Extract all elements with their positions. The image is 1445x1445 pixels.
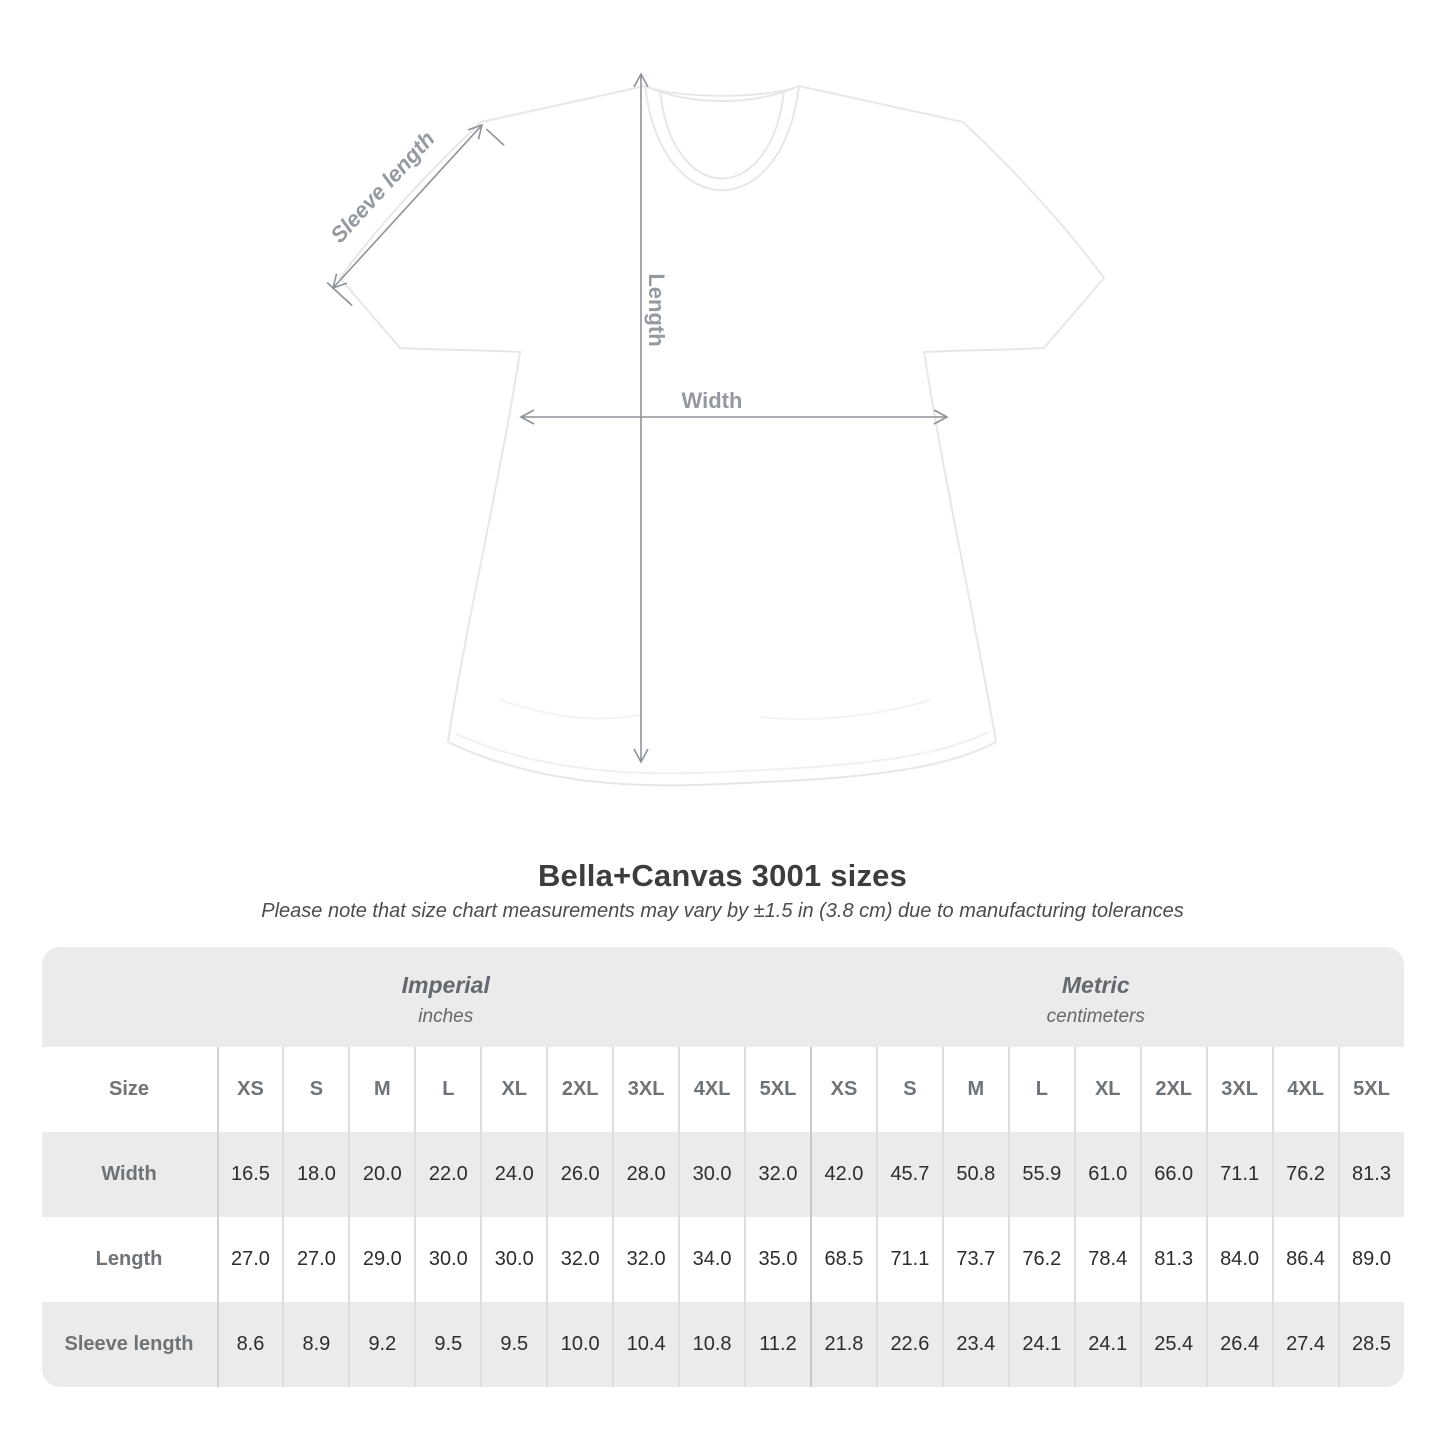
size-header-imperial-3xl: 3XL — [612, 1047, 678, 1132]
measurement-cell: 89.0 — [1338, 1217, 1404, 1302]
size-header-metric-xl: XL — [1074, 1047, 1140, 1132]
metric-unit-label: centimeters — [1046, 1006, 1145, 1027]
measurement-cell: 23.4 — [942, 1302, 1008, 1387]
measurement-row-width — [42, 1132, 1404, 1217]
size-chart-note: Please note that size chart measurements may vary by ±1.5 in (3.8 cm) due to manufacturing tolerances — [261, 900, 1184, 922]
measurement-cell: 35.0 — [744, 1217, 810, 1302]
measurement-cell: 24.0 — [480, 1132, 546, 1217]
size-chart-title: Bella+Canvas 3001 sizes — [537, 858, 908, 893]
width-arrow-label: Width — [681, 388, 743, 413]
measurement-cell: 32.0 — [744, 1132, 810, 1217]
measurement-cell: 24.1 — [1008, 1302, 1074, 1387]
row-label: Sleeve length — [64, 1333, 194, 1355]
size-header-imperial-m: M — [348, 1047, 414, 1132]
unit-header-metric — [810, 947, 1404, 1047]
size-header-metric-l: L — [1008, 1047, 1074, 1132]
size-header-metric-m: M — [942, 1047, 1008, 1132]
measurement-cell: 28.0 — [612, 1132, 678, 1217]
measurement-cell: 8.6 — [217, 1302, 283, 1387]
size-header-imperial-s: S — [282, 1047, 348, 1132]
measurement-cell: 61.0 — [1074, 1132, 1140, 1217]
measurement-cell: 30.0 — [414, 1217, 480, 1302]
row-label: Length — [95, 1248, 163, 1270]
measurement-cell: 76.2 — [1272, 1132, 1338, 1217]
sleeve-length-arrow-label: Sleeve length — [325, 126, 440, 248]
measurement-cell: 73.7 — [942, 1217, 1008, 1302]
size-column-label: Size — [108, 1078, 150, 1100]
measurement-cell: 9.5 — [414, 1302, 480, 1387]
measurement-cell: 30.0 — [678, 1132, 744, 1217]
measurement-cell: 34.0 — [678, 1217, 744, 1302]
size-header-imperial-5xl: 5XL — [744, 1047, 810, 1132]
measurement-cell: 45.7 — [876, 1132, 942, 1217]
measurement-cell: 27.4 — [1272, 1302, 1338, 1387]
length-arrow-label: Length — [644, 273, 669, 347]
measurement-cell: 81.3 — [1338, 1132, 1404, 1217]
size-header-metric-xs: XS — [810, 1047, 876, 1132]
measurement-cell: 25.4 — [1140, 1302, 1206, 1387]
sizes-header-row — [42, 1047, 1404, 1132]
measurement-cell: 9.5 — [480, 1302, 546, 1387]
size-header-imperial-xl: XL — [480, 1047, 546, 1132]
measurement-cell: 30.0 — [480, 1217, 546, 1302]
measurement-cell: 10.4 — [612, 1302, 678, 1387]
measurement-cell: 50.8 — [942, 1132, 1008, 1217]
measurement-cell: 42.0 — [810, 1132, 876, 1217]
size-header-metric-5xl: 5XL — [1338, 1047, 1404, 1132]
measurement-cell: 26.0 — [546, 1132, 612, 1217]
measurement-cell: 29.0 — [348, 1217, 414, 1302]
tshirt-image — [340, 86, 1104, 785]
measurement-cell: 27.0 — [282, 1217, 348, 1302]
size-header-imperial-l: L — [414, 1047, 480, 1132]
size-header-metric-4xl: 4XL — [1272, 1047, 1338, 1132]
measurement-cell: 84.0 — [1206, 1217, 1272, 1302]
measurement-cell: 9.2 — [348, 1302, 414, 1387]
unit-header-imperial — [42, 947, 811, 1047]
measurement-cell: 21.8 — [810, 1302, 876, 1387]
measurement-cell: 76.2 — [1008, 1217, 1074, 1302]
metric-label: Metric — [1061, 972, 1130, 998]
measurement-cell: 24.1 — [1074, 1302, 1140, 1387]
measurement-cell: 11.2 — [744, 1302, 810, 1387]
measurement-cell: 18.0 — [282, 1132, 348, 1217]
measurement-cell: 10.0 — [546, 1302, 612, 1387]
measurement-cell: 32.0 — [546, 1217, 612, 1302]
size-header-imperial-xs: XS — [217, 1047, 283, 1132]
measurement-cell: 20.0 — [348, 1132, 414, 1217]
measurement-cell: 8.9 — [282, 1302, 348, 1387]
imperial-label: Imperial — [401, 972, 490, 998]
measurement-cell: 28.5 — [1338, 1302, 1404, 1387]
measurement-cell: 22.0 — [414, 1132, 480, 1217]
measurement-cell: 32.0 — [612, 1217, 678, 1302]
measurement-cell: 55.9 — [1008, 1132, 1074, 1217]
measurement-row-length — [42, 1217, 1404, 1302]
imperial-unit-label: inches — [418, 1006, 474, 1027]
measurement-cell: 68.5 — [810, 1217, 876, 1302]
measurement-cell: 71.1 — [1206, 1132, 1272, 1217]
measurement-cell: 27.0 — [217, 1217, 283, 1302]
measurement-cell: 86.4 — [1272, 1217, 1338, 1302]
size-table — [42, 947, 1404, 1387]
size-header-metric-3xl: 3XL — [1206, 1047, 1272, 1132]
measurement-row-sleeve-length — [42, 1302, 1404, 1387]
size-header-metric-s: S — [876, 1047, 942, 1132]
unit-header-row — [42, 947, 1404, 1047]
size-header-imperial-2xl: 2XL — [546, 1047, 612, 1132]
measurement-cell: 78.4 — [1074, 1217, 1140, 1302]
measurement-cell: 26.4 — [1206, 1302, 1272, 1387]
measurement-cell: 10.8 — [678, 1302, 744, 1387]
measurement-cell: 22.6 — [876, 1302, 942, 1387]
size-header-metric-2xl: 2XL — [1140, 1047, 1206, 1132]
size-header-imperial-4xl: 4XL — [678, 1047, 744, 1132]
length-arrow — [634, 74, 648, 762]
measurement-cell: 66.0 — [1140, 1132, 1206, 1217]
measurement-cell: 71.1 — [876, 1217, 942, 1302]
row-label: Width — [101, 1163, 157, 1185]
measurement-cell: 16.5 — [217, 1132, 283, 1217]
measurement-cell: 81.3 — [1140, 1217, 1206, 1302]
